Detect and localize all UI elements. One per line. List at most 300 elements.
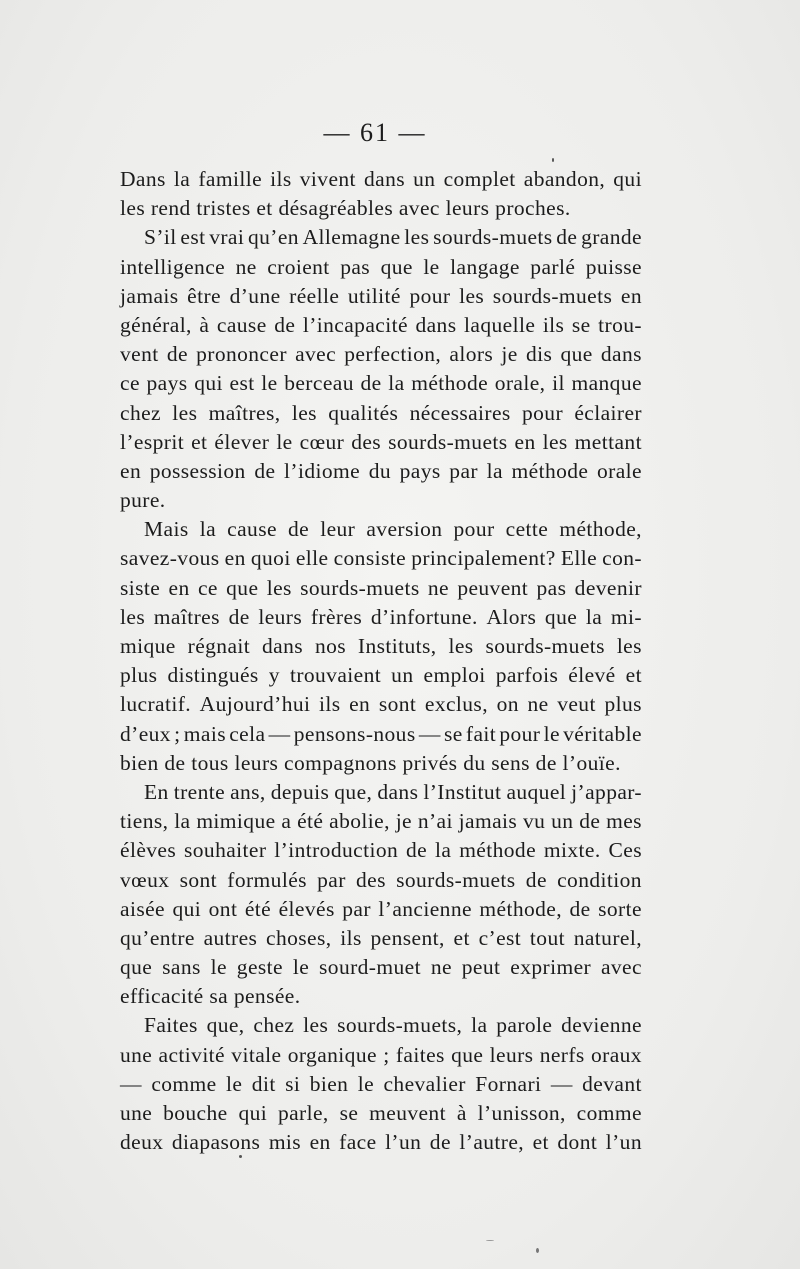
word: pensent, <box>370 925 445 950</box>
word: de <box>166 342 188 367</box>
word: l’idiome <box>284 458 361 483</box>
word: naturel, <box>573 925 642 950</box>
word: parfois <box>495 663 559 688</box>
word: sourd-muet <box>319 955 421 980</box>
word: élevés <box>278 896 335 921</box>
word: Elle <box>560 546 598 571</box>
word: formulés <box>227 867 307 892</box>
word: pas <box>536 575 567 600</box>
word: abandon, <box>523 167 606 191</box>
text-line <box>120 253 642 282</box>
body-text <box>120 165 642 1157</box>
word: en <box>224 546 246 571</box>
word: condition <box>557 867 642 892</box>
word: Mais <box>144 517 189 542</box>
word: alors <box>449 342 494 367</box>
word: devant <box>582 1071 642 1096</box>
word: pour <box>409 283 451 308</box>
word: sourds-muets <box>388 429 508 454</box>
text-line <box>120 486 642 515</box>
text-line <box>120 953 642 982</box>
word: la <box>486 458 503 483</box>
word: des <box>351 429 382 454</box>
word: qu’en <box>247 225 299 250</box>
word: orale <box>597 458 642 483</box>
word: ne <box>235 254 257 279</box>
word: régnait <box>187 634 251 658</box>
word: elle <box>295 546 329 571</box>
word: de <box>525 867 547 892</box>
word: une <box>120 1101 153 1125</box>
word: oraux <box>590 1042 642 1067</box>
word: les <box>172 400 198 425</box>
word: le <box>543 721 560 746</box>
word: — <box>120 1071 142 1096</box>
word: leurs <box>489 1042 534 1067</box>
word: est <box>229 371 255 396</box>
word: que, <box>206 1013 245 1038</box>
word: sourds-muets <box>492 283 613 308</box>
word: fait <box>465 721 497 746</box>
word: nécessaires <box>409 400 511 425</box>
word: que <box>544 604 578 629</box>
word: la <box>174 809 191 834</box>
word: méthode, <box>479 896 563 921</box>
text-line <box>120 749 642 778</box>
word: méthode <box>411 371 489 396</box>
text-line <box>120 661 642 690</box>
word: distingués <box>167 663 259 688</box>
word: laquelle <box>464 312 536 337</box>
word: n’ai <box>417 809 453 834</box>
word: en <box>514 429 536 454</box>
word: Fornari <box>475 1071 542 1096</box>
word: sourds-muets <box>485 634 605 658</box>
text-line <box>120 428 642 457</box>
print-speck <box>536 1248 539 1253</box>
word: un <box>413 167 436 191</box>
word: une <box>120 1042 153 1067</box>
text-line <box>120 982 642 1011</box>
word: pensons-nous <box>293 721 416 746</box>
word: quoi <box>250 546 291 571</box>
word: En <box>144 779 169 804</box>
text-line <box>120 924 642 953</box>
word: peuvent <box>457 575 529 600</box>
word: efficacité sa pensée. <box>120 984 301 1009</box>
text-line <box>120 632 642 661</box>
word: mique <box>120 634 176 658</box>
word: veut <box>557 692 596 717</box>
word: que <box>226 575 259 600</box>
word: berceau <box>284 371 354 396</box>
word: souhaiter <box>184 838 267 863</box>
word: et <box>532 1130 549 1155</box>
word: d’eux <box>120 721 171 746</box>
word: élever <box>214 429 270 454</box>
word: sourds-muets <box>433 225 553 250</box>
text-line <box>120 720 642 749</box>
word: auquel <box>506 779 567 804</box>
word: Allemagne <box>302 225 401 250</box>
word: emploi <box>423 663 486 688</box>
word: l’introduction <box>274 838 399 863</box>
word: maîtres <box>153 604 220 629</box>
word: ils <box>318 692 341 717</box>
word: cause <box>227 517 277 542</box>
text-line <box>120 574 642 603</box>
word: un <box>391 663 414 688</box>
word: sourds-muets, <box>337 1013 463 1038</box>
word: qui <box>238 1101 268 1125</box>
word: dans <box>377 779 419 804</box>
word: les <box>404 225 430 250</box>
word: orale, <box>494 371 546 396</box>
text-line <box>120 369 642 398</box>
word: Instituts, <box>357 634 437 658</box>
word: se <box>339 1101 359 1125</box>
word: perfection, <box>344 342 442 367</box>
word: d’infortune. <box>370 604 478 629</box>
word: comme <box>576 1101 642 1125</box>
word: ; <box>174 721 181 746</box>
word: exprimer <box>510 955 592 980</box>
word: que <box>120 955 153 980</box>
word: être <box>187 283 221 308</box>
text-line <box>120 544 642 573</box>
word: ne <box>527 692 549 717</box>
word: manque <box>571 371 642 396</box>
word: de <box>360 371 382 396</box>
word: plus <box>120 663 158 688</box>
word: mi- <box>610 604 642 629</box>
word: à <box>456 1101 467 1125</box>
word: ; <box>383 1042 390 1067</box>
word: organique <box>287 1042 377 1067</box>
text-line <box>120 807 642 836</box>
word: sorte <box>598 896 642 921</box>
word: devienne <box>561 1013 642 1038</box>
word: élèves <box>120 838 177 863</box>
word: les <box>542 429 568 454</box>
word: que <box>451 1042 484 1067</box>
word: la <box>199 517 217 542</box>
word: l’un <box>605 1130 642 1155</box>
text-line <box>120 165 642 194</box>
page-number: — 61 — <box>323 118 427 147</box>
word: autres <box>203 925 258 950</box>
word: mimique <box>196 809 276 834</box>
word: trouvaient <box>289 663 382 688</box>
word: tiens, <box>120 809 169 834</box>
text-line <box>120 866 642 895</box>
word: chez <box>120 400 161 425</box>
word: principalement? <box>411 546 556 571</box>
text-line <box>120 457 642 486</box>
word: complet <box>443 167 516 191</box>
word: à <box>199 312 210 337</box>
word: vrai <box>209 225 245 250</box>
word: méthode, <box>559 517 642 542</box>
word: l’unisson, <box>477 1101 566 1125</box>
word: qui <box>172 896 202 921</box>
word: la <box>471 1013 488 1038</box>
word: ont <box>208 896 238 921</box>
word: le <box>423 254 440 279</box>
text-line <box>120 1070 642 1099</box>
word: jamais <box>120 283 179 308</box>
word: tout <box>529 925 565 950</box>
word: Aujourd’hui <box>199 692 311 717</box>
word: faites <box>395 1042 445 1067</box>
word: le <box>226 1071 243 1096</box>
word: croient <box>267 254 330 279</box>
word: et <box>453 925 470 950</box>
word: con- <box>602 546 642 571</box>
word: S’il <box>144 225 177 250</box>
word: langage <box>450 254 520 279</box>
word: deux <box>120 1130 164 1155</box>
word: bien de tous leurs compagnons privés du sens de l’ouïe. <box>120 750 621 775</box>
word: qualités <box>328 400 399 425</box>
word: intelligence <box>120 254 226 279</box>
word: les <box>120 604 146 629</box>
word: sont <box>179 867 218 892</box>
word: se <box>443 721 463 746</box>
word: Dans <box>120 167 166 191</box>
word: siste <box>120 575 161 600</box>
word: que <box>380 254 413 279</box>
word: vitale <box>231 1042 282 1067</box>
word: de <box>579 809 601 834</box>
word: de <box>569 896 591 921</box>
word: mes <box>606 809 642 834</box>
word: ce <box>197 575 218 600</box>
word: sourds-muets <box>300 575 420 600</box>
word: depuis <box>270 779 330 804</box>
word: les <box>616 634 642 658</box>
word: véritable <box>563 721 642 746</box>
text-line <box>120 340 642 369</box>
word: puisse <box>585 254 642 279</box>
word: avec <box>600 955 642 980</box>
word: élevé <box>568 663 616 688</box>
word: il <box>552 371 565 396</box>
text-line <box>120 311 642 340</box>
word: je <box>395 809 413 834</box>
word: et <box>625 663 642 688</box>
word: aisée <box>120 896 165 921</box>
word: de <box>288 517 310 542</box>
word: vu <box>522 809 546 834</box>
text-line <box>120 690 642 719</box>
word: en <box>309 1130 331 1155</box>
word: et <box>191 429 208 454</box>
word: les <box>266 575 292 600</box>
word: l’ancienne <box>378 896 472 921</box>
word: savez-vous <box>120 546 220 571</box>
print-speck <box>552 158 554 162</box>
text-line <box>120 223 642 252</box>
word: en <box>620 283 642 308</box>
word: cette <box>505 517 549 542</box>
word: dans <box>364 167 406 191</box>
word: en <box>168 575 190 600</box>
word: sourds-muets <box>396 867 516 892</box>
word: comme <box>151 1071 217 1096</box>
word: des <box>356 867 386 892</box>
word: cœur <box>299 429 345 454</box>
word: prononcer <box>196 342 287 367</box>
word: plus <box>604 692 642 717</box>
word: pas <box>340 254 371 279</box>
word: — <box>550 1071 573 1096</box>
word: été <box>244 896 272 921</box>
word: l’esprit <box>120 429 185 454</box>
word: par <box>449 458 478 483</box>
word: dans <box>600 342 642 367</box>
word: se <box>571 312 591 337</box>
word: été <box>297 809 324 834</box>
word: de <box>406 838 428 863</box>
text-line <box>120 778 642 807</box>
word: que <box>560 342 593 367</box>
text-line <box>120 515 642 544</box>
word: j’appar- <box>571 779 642 804</box>
text-line <box>120 1011 642 1040</box>
word: pour <box>453 517 495 542</box>
word: dans <box>415 312 457 337</box>
word: mais <box>183 721 226 746</box>
word: le <box>210 955 227 980</box>
word: diapasons <box>171 1130 261 1155</box>
word: je <box>501 342 518 367</box>
word: bouche <box>163 1101 228 1125</box>
word: général, <box>120 312 192 337</box>
word: Faites <box>144 1013 198 1038</box>
word: cela <box>229 721 266 746</box>
word: qui <box>613 167 642 191</box>
word: que, <box>334 779 373 804</box>
word: exclus, <box>424 692 488 717</box>
word: de <box>254 458 276 483</box>
word: peut <box>461 955 501 980</box>
word: en <box>349 692 371 717</box>
word: l’autre, <box>459 1130 525 1155</box>
word: la <box>585 604 603 629</box>
text-line <box>120 282 642 311</box>
word: — <box>418 721 441 746</box>
word: abolie, <box>329 809 390 834</box>
word: le <box>261 371 278 396</box>
word: les <box>459 283 485 308</box>
text-line <box>120 1041 642 1070</box>
word: frères <box>310 604 363 629</box>
word: chez <box>253 1013 295 1038</box>
word: leurs <box>258 604 303 629</box>
word: y <box>268 663 280 688</box>
word: meuvent <box>369 1101 446 1125</box>
word: mixte. <box>543 838 601 863</box>
text-line <box>120 399 642 428</box>
text-line <box>120 895 642 924</box>
word: ils <box>340 925 362 950</box>
print-speck <box>486 1240 494 1241</box>
word: de <box>429 1130 451 1155</box>
word: trente <box>173 779 226 804</box>
word: vœux <box>120 867 170 892</box>
word: nerfs <box>539 1042 585 1067</box>
word: l’un <box>385 1130 422 1155</box>
word: a <box>281 809 292 834</box>
word: leur <box>320 517 356 542</box>
word: famille <box>198 167 263 191</box>
word: bien <box>309 1071 349 1096</box>
word: par <box>317 867 346 892</box>
word: si <box>285 1071 301 1096</box>
word: maîtres, <box>208 400 281 425</box>
word: ans, <box>230 779 266 804</box>
word: en <box>120 458 142 483</box>
word: méthode <box>511 458 589 483</box>
text-line <box>120 194 642 223</box>
word: d’une <box>229 283 281 308</box>
word: face <box>339 1130 377 1155</box>
word: de <box>228 604 250 629</box>
word: cause <box>216 312 267 337</box>
word: possession <box>149 458 246 483</box>
word: l’incapacité <box>302 312 408 337</box>
word: pays <box>399 458 441 483</box>
word: de <box>556 225 578 250</box>
word: ils <box>542 312 565 337</box>
word: c’est <box>478 925 522 950</box>
word: qu’entre <box>120 925 195 950</box>
word: sans <box>162 955 201 980</box>
word: vent <box>120 342 159 367</box>
text-line <box>120 603 642 632</box>
word: est <box>180 225 206 250</box>
word: les <box>303 1013 329 1038</box>
word: les rend tristes et désagréables avec leurs proches. <box>120 196 571 221</box>
word: parlé <box>530 254 576 279</box>
text-line <box>120 1099 642 1128</box>
word: méthode <box>459 838 537 863</box>
word: qui <box>194 371 223 396</box>
word: la <box>388 371 405 396</box>
text-line <box>120 1128 642 1157</box>
word: les <box>448 634 474 658</box>
word: mis <box>268 1130 302 1155</box>
word: Alors <box>486 604 537 629</box>
word: Ces <box>608 838 642 863</box>
word: sont <box>378 692 417 717</box>
word: réelle <box>289 283 340 308</box>
word: utilité <box>347 283 401 308</box>
word: dans <box>262 634 304 658</box>
word: on <box>496 692 519 717</box>
word: le <box>276 429 293 454</box>
word: avec <box>295 342 337 367</box>
word: nos <box>314 634 347 658</box>
word: choses, <box>266 925 332 950</box>
word: ne <box>430 955 452 980</box>
word: la <box>434 838 452 863</box>
word: ils <box>270 167 292 191</box>
word: dis <box>525 342 553 367</box>
word: devenir <box>574 575 642 600</box>
word: pour <box>499 721 541 746</box>
